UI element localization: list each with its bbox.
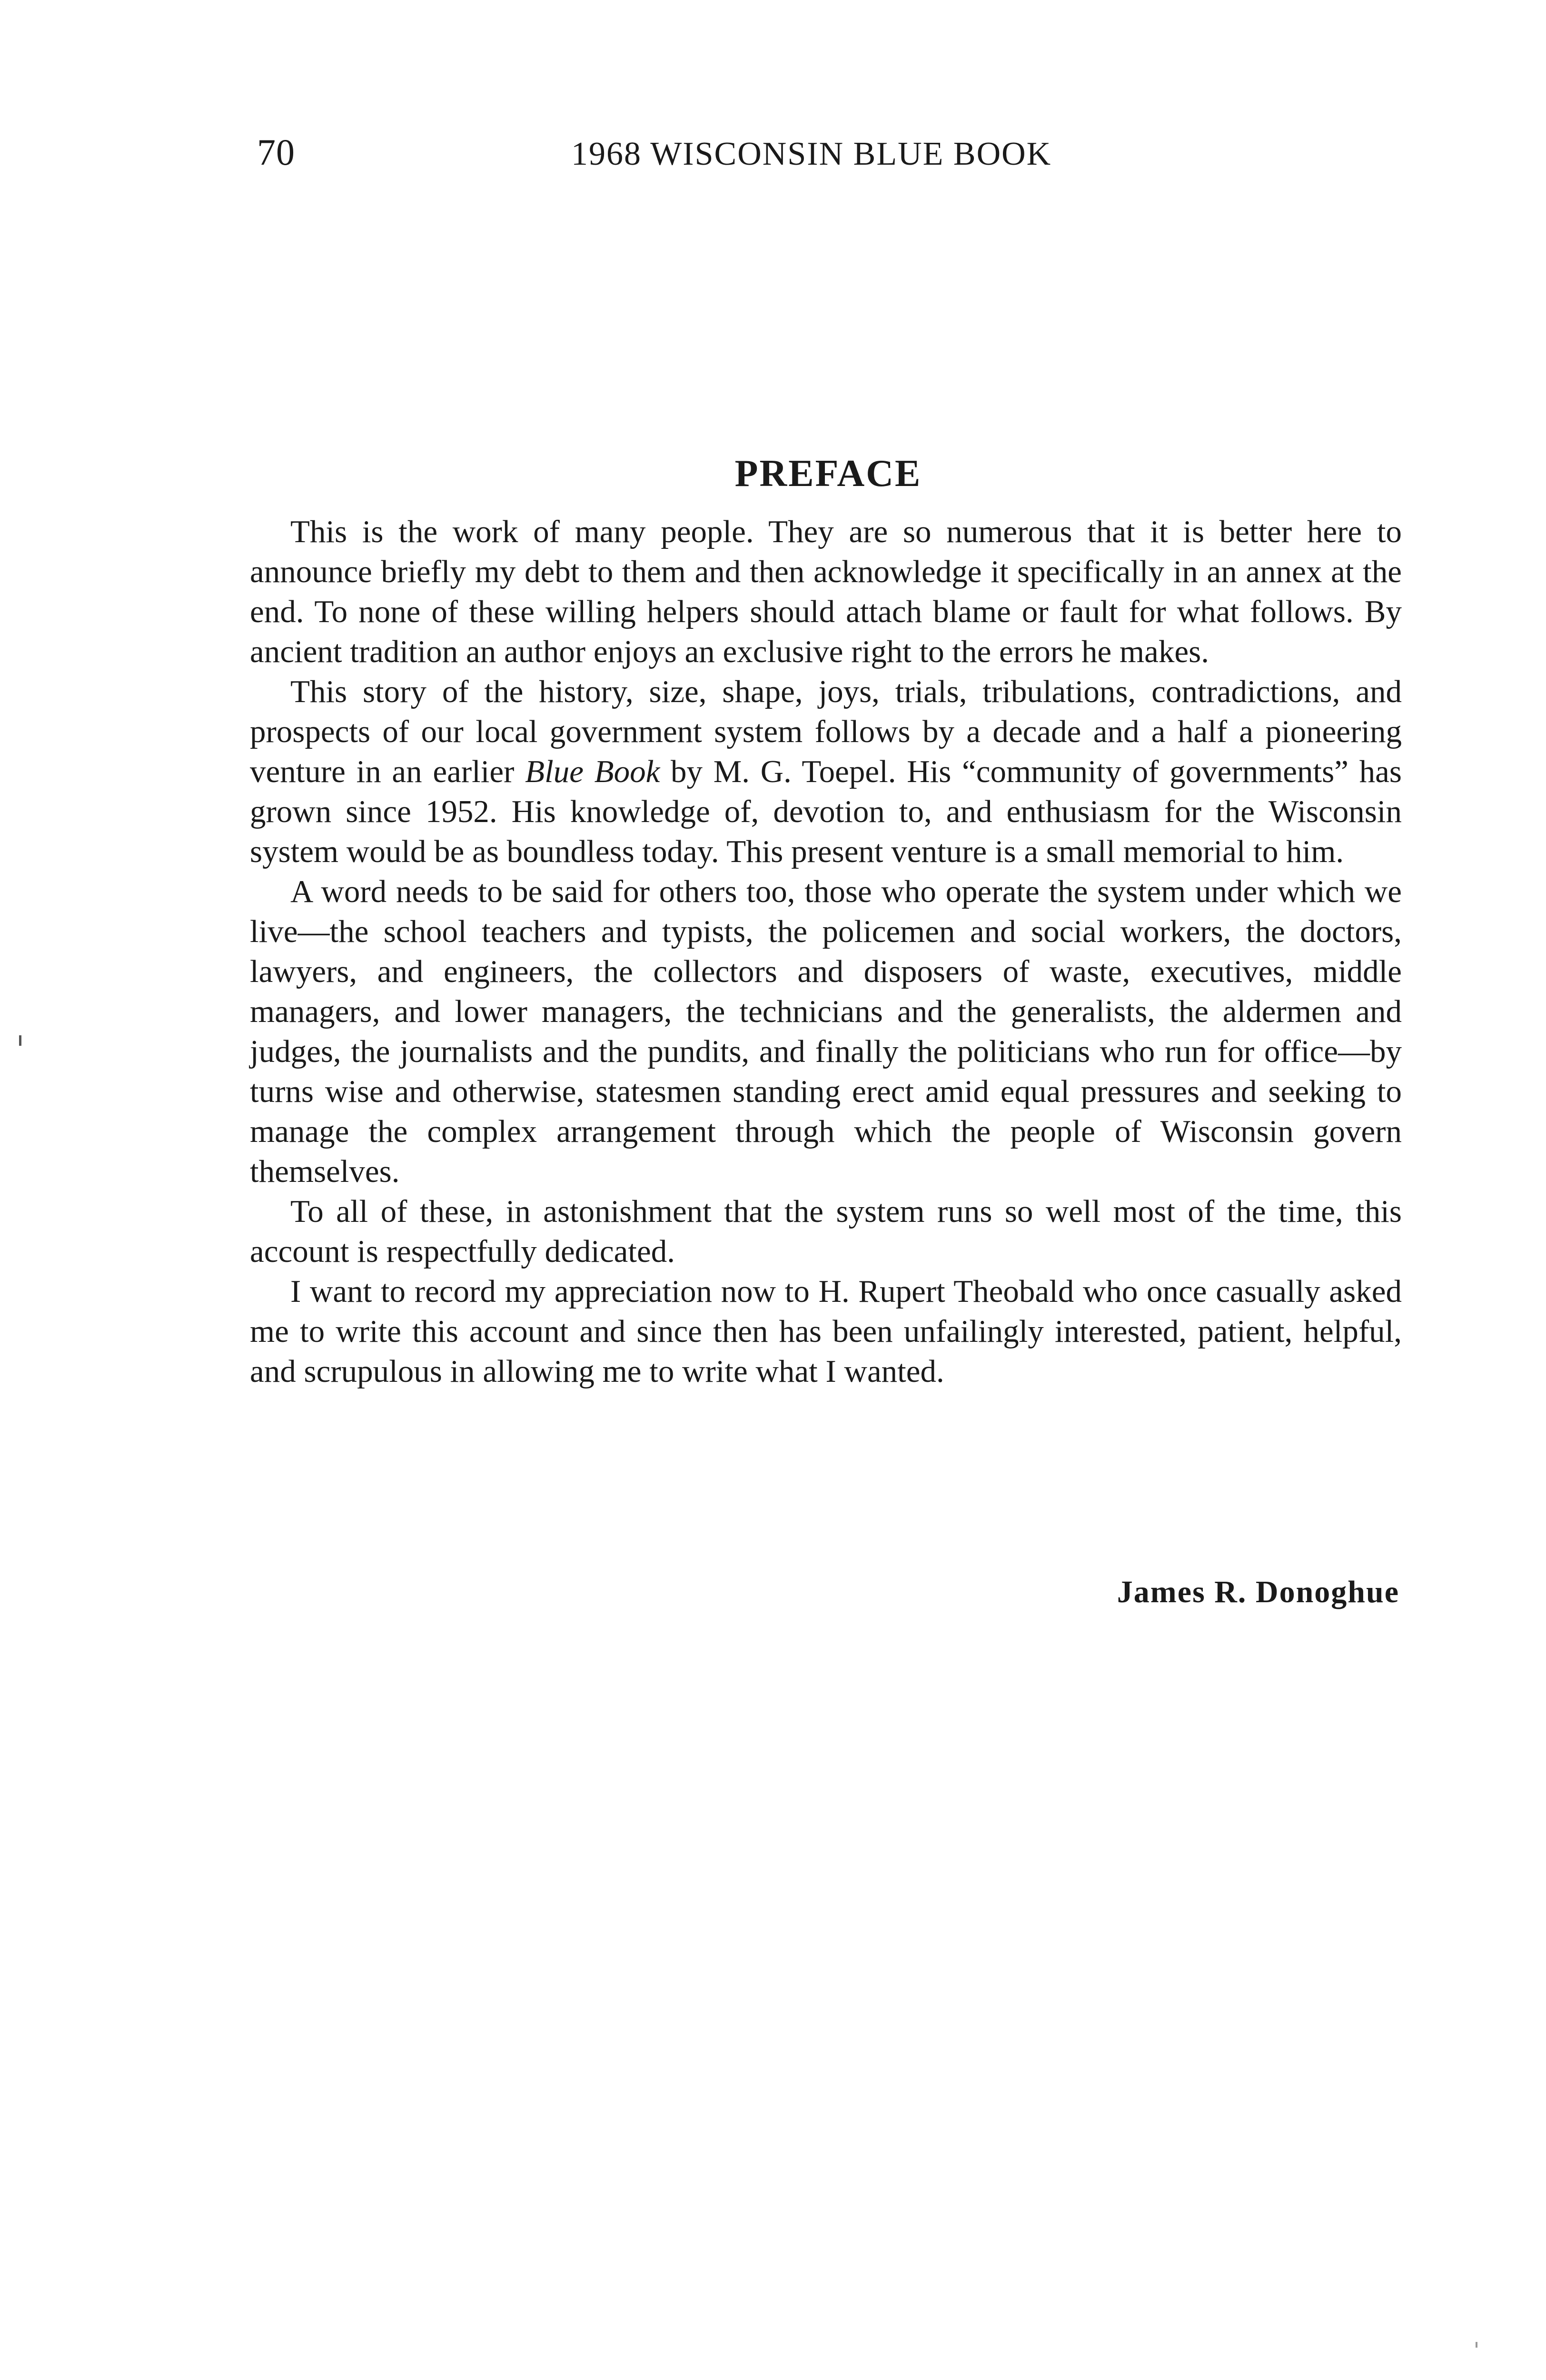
- paragraph-3: A word needs to be said for others too, those who operate the system under which we live—the school teachers and typists, the policemen and social workers, the doctors, lawyers, and engineers, the collectors and disposers of waste, executives, middle managers, and lower managers, the technicians and the generalists, the aldermen and judges, the journalists and the pundits, and finally the politicians who run for office—by turns wise and otherwise, statesmen standing erect amid equal pressures and seeking to manage the complex arrangement through which the people of Wisconsin govern themselves.: [250, 874, 1402, 1189]
- running-head: [257, 129, 1399, 176]
- paragraph-2: [250, 672, 1402, 872]
- scan-speck-bottom: [1476, 2342, 1477, 2348]
- scan-speck-left: [19, 1035, 21, 1046]
- author-signature: James R. Donoghue: [1117, 1575, 1399, 1609]
- paragraph-5: I want to record my appreciation now to H. Rupert Theobald who once casually asked me to write this account and since then has been unfailingly interested, patient, helpful, and scrupulous in allowing me to write what I wanted.: [250, 1274, 1402, 1389]
- paragraph-2-text-a: This story of the history, size, shape, joys, trials, tribulations, contradictions, and prospects of our local government system follows by a decade and a half a pioneering venture in an earlier: [250, 674, 1402, 789]
- paragraph-2-text-b: by M. G. Toepel. His “community of governments” has grown since 1952. His knowledge of, devotion to, and enthusiasm for the Wisconsin system would be as boundless today. This present venture is a small memorial to him.: [250, 754, 1402, 869]
- preface-body: [250, 512, 1402, 1391]
- page-number: 70: [257, 131, 295, 173]
- book-title: 1968 WISCONSIN BLUE BOOK: [571, 136, 1052, 172]
- paragraph-2-italic-title: Blue Book: [525, 754, 660, 789]
- section-heading: PREFACE: [734, 453, 922, 495]
- paragraph-4: To all of these, in astonishment that the system runs so well most of the time, this account is respectfully dedicated.: [250, 1194, 1402, 1269]
- paragraph-1: This is the work of many people. They are so numerous that it is better here to announce briefly my debt to them and then acknowledge it specifically in an annex at the end. To none of these willing helpers should attach blame or fault for what follows. By ancient tradition an author enjoys an exclusive right to the errors he makes.: [250, 514, 1402, 669]
